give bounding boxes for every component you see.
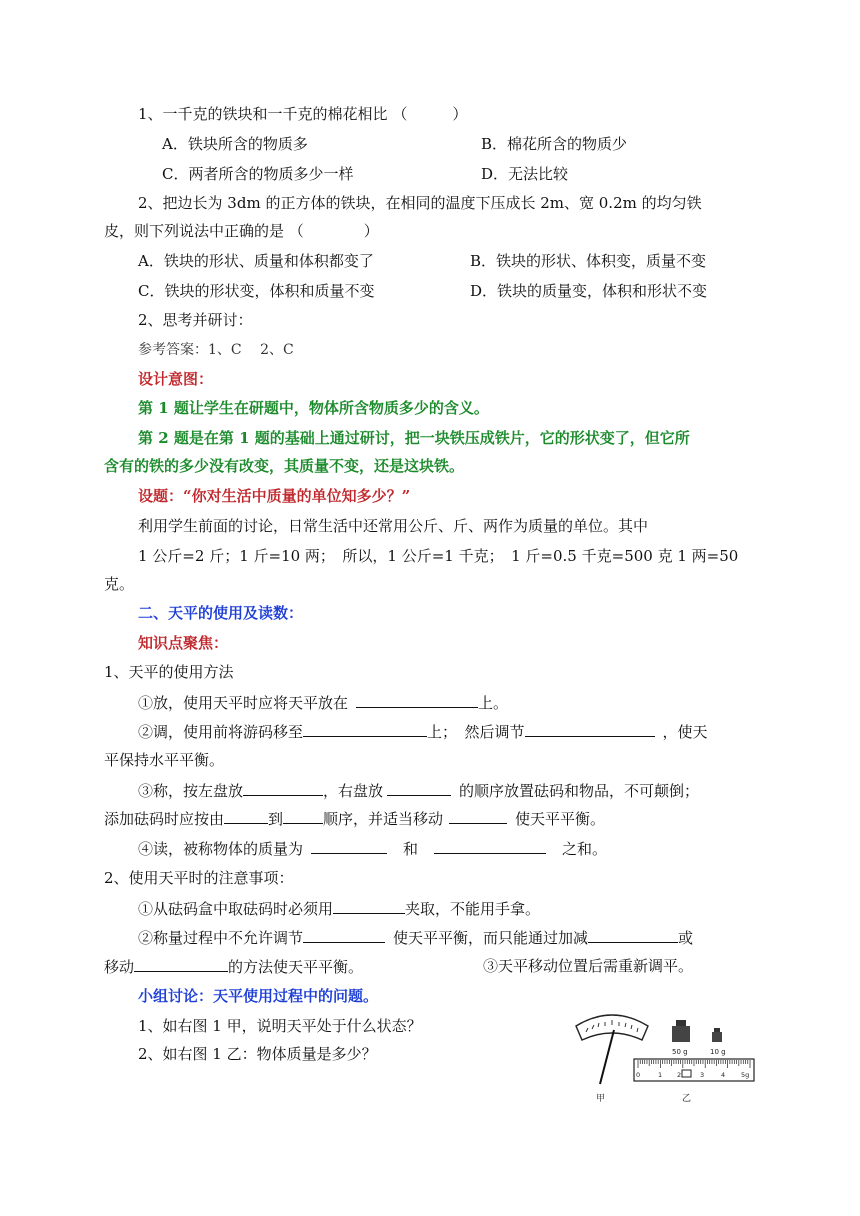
design-point-2-line2: 含有的铁的多少没有改变，其质量不变，还是这块铁。 (104, 457, 465, 475)
blank-2[interactable] (303, 721, 427, 737)
q1-option-d: D．无法比较 (481, 165, 569, 183)
blank-9[interactable] (311, 838, 387, 854)
blank-14[interactable] (134, 956, 228, 972)
q2-option-c: C．铁块的形状变，体积和质量不变 (138, 282, 375, 300)
focus-heading: 知识点聚焦： (138, 634, 229, 652)
design-title: 设计意图： (138, 370, 214, 388)
q2-stem-line1: 2、把边长为 3dm 的正方体的铁块，在相同的温度下压成长 2m、宽 0.2m 的均匀铁 (138, 194, 702, 212)
units-line3: 克。 (104, 575, 135, 593)
scale-label-5: 5g (741, 1071, 750, 1079)
note-3: ③天平移动位置后需重新调平。 (483, 957, 694, 975)
think-heading: 2、思考并研讨： (138, 311, 253, 329)
notes-title: 2、使用天平时的注意事项： (104, 869, 294, 887)
scale-label-4: 4 (721, 1071, 726, 1079)
q1-option-c: C．两者所含的物质多少一样 (162, 165, 354, 183)
blank-11[interactable] (333, 898, 405, 914)
balance-figure (570, 1006, 760, 1106)
blank-7[interactable] (283, 808, 323, 824)
scale-label-3: 3 (700, 1071, 705, 1079)
units-line2: 1 公斤=2 斤；1 斤=10 两； 所以，1 公斤=1 千克； 1 斤=0.5 千克=500 克 1 两=50 (138, 547, 739, 565)
q2-option-d: D．铁块的质量变，体积和形状不变 (470, 282, 708, 300)
blank-6[interactable] (224, 808, 268, 824)
group-question-1: 1、如右图 1 甲，说明天平处于什么状态？ (138, 1017, 422, 1035)
label-yi: 乙 (682, 1094, 692, 1104)
scale-label-0: 0 (636, 1071, 641, 1079)
blank-13[interactable] (588, 927, 678, 943)
section-heading: 二、天平的使用及读数： (138, 604, 304, 622)
scale-label-1: 1 (658, 1071, 663, 1079)
label-jia: 甲 (596, 1094, 606, 1104)
q2-option-a: A．铁块的形状、质量和体积都变了 (138, 252, 374, 270)
method-step-adjust-cont: 平保持水平平衡。 (104, 751, 225, 769)
group-discussion-heading: 小组讨论：天平使用过程中的问题。 (138, 987, 379, 1005)
blank-10[interactable] (434, 838, 546, 854)
method-step-weigh-cont: 添加砝码时应按由 到 顺序，并适当移动 使天平平衡。 (104, 810, 606, 828)
group-question-2: 2、如右图 1 乙：物体质量是多少？ (138, 1045, 377, 1063)
scale-label-2: 2 (677, 1071, 682, 1079)
design-point-1: 第 1 题让学生在研题中，物体所含物质多少的含义。 (138, 399, 489, 417)
blank-8[interactable] (449, 808, 507, 824)
q2-stem-line2: 皮，则下列说法中正确的是 （ ） (104, 222, 379, 240)
balance-pointer (600, 1030, 614, 1084)
units-line1: 利用学生前面的讨论，日常生活中还常用公斤、斤、两作为质量的单位。其中 (138, 517, 649, 535)
note-1: ①从砝码盒中取砝码时必须用 夹取，不能用手拿。 (138, 900, 541, 918)
rider (682, 1070, 691, 1077)
weight-10g-label: 10 g (710, 1048, 726, 1056)
method-step-place: ①放，使用天平时应将天平放在 上。 (138, 694, 509, 712)
note-2: ②称量过程中不允许调节 使天平平衡，而只能通过加减 或 (138, 929, 694, 947)
method-step-adjust: ②调，使用前将游码移至 上； 然后调节 ，使天 (138, 723, 708, 741)
weights-group (672, 1020, 726, 1056)
method-step-weigh: ③称，按左盘放 ，右盘放 的顺序放置砝码和物品，不可颠倒； (138, 782, 700, 800)
blank-5[interactable] (387, 780, 451, 796)
q2-option-b: B．铁块的形状、体积变，质量不变 (470, 252, 707, 270)
blank-4[interactable] (243, 780, 323, 796)
blank-3[interactable] (525, 721, 655, 737)
reference-answer: 参考答案：1、C 2、C (138, 342, 294, 358)
blank-12[interactable] (303, 927, 385, 943)
beam-scale (634, 1059, 754, 1104)
topic-heading: 设题：“你对生活中质量的单位知多少？” (138, 487, 411, 505)
q1-option-a: A．铁块所含的物质多 (162, 135, 308, 153)
design-point-2-line1: 第 2 题是在第 1 题的基础上通过研讨，把一块铁压成铁片，它的形状变了，但它所 (138, 429, 690, 447)
method-step-read: ④读，被称物体的质量为 和 之和。 (138, 840, 608, 858)
q1-stem: 1、一千克的铁块和一千克的棉花相比 （ ） (138, 105, 468, 123)
blank-1[interactable] (356, 692, 478, 708)
method-title: 1、天平的使用方法 (104, 663, 234, 681)
note-2-cont: 移动 的方法使天平平衡。 (104, 958, 364, 976)
weight-50g-label: 50 g (672, 1048, 688, 1056)
q1-option-b: B．棉花所含的物质少 (481, 135, 628, 153)
